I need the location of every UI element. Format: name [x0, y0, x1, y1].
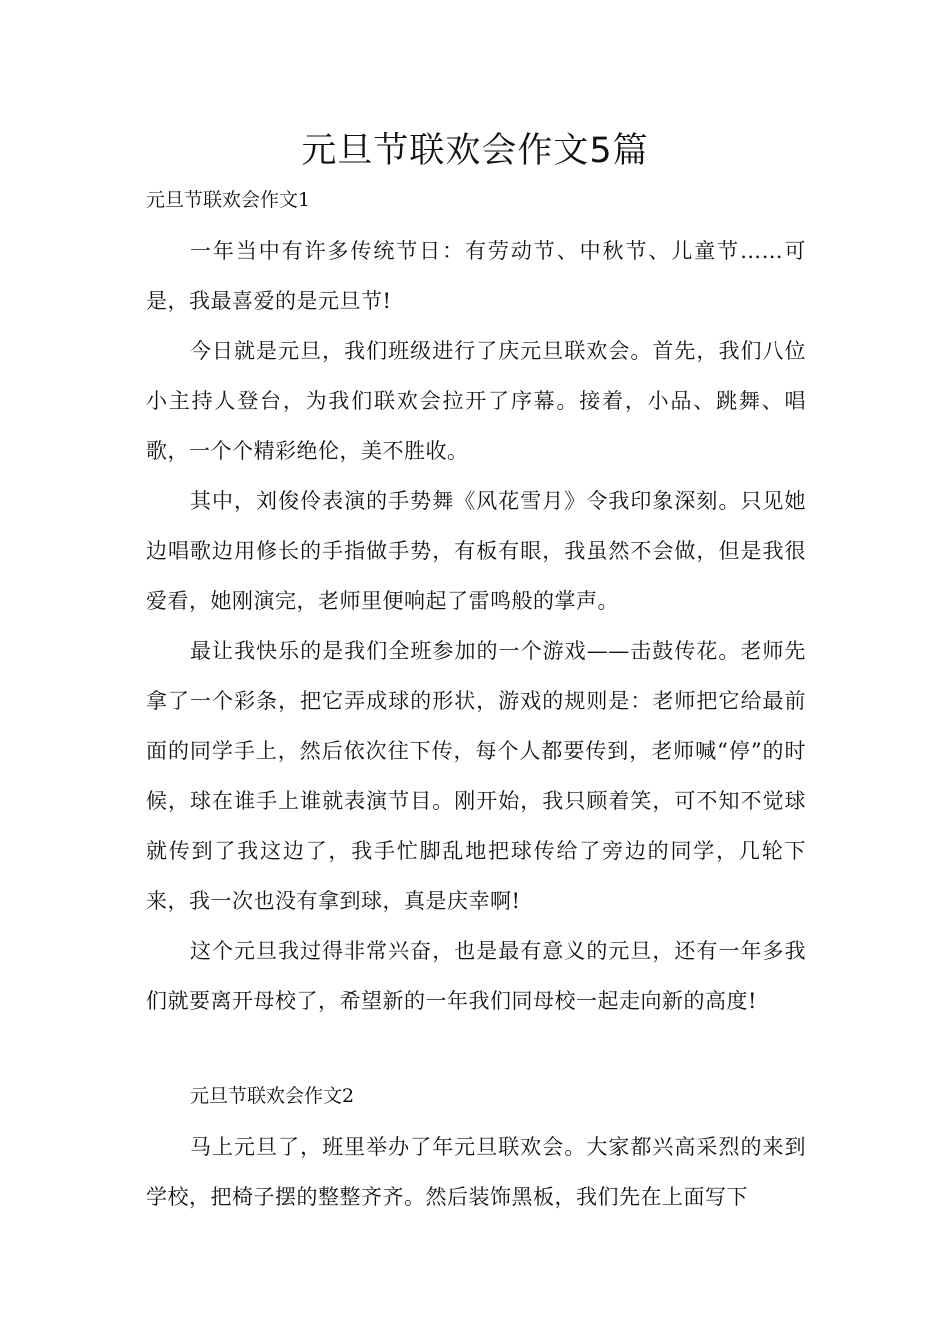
section-heading-1: 元旦节联欢会作文1	[146, 189, 311, 211]
section-heading-2: 元旦节联欢会作文2	[190, 1085, 355, 1107]
section-body-2	[146, 1122, 806, 1222]
paragraph: 马上元旦了，班里举办了年元旦联欢会。大家都兴高采烈的来到学校，把椅子摆的整整齐齐。然后装饰黑板，我们先在上面写下	[146, 1135, 806, 1209]
document-title: 元旦节联欢会作文5篇	[301, 131, 649, 171]
paragraph: 这个元旦我过得非常兴奋，也是最有意义的元旦，还有一年多我们就要离开母校了，希望新的一年我们同母校一起走向新的高度!	[146, 939, 806, 1013]
paragraph: 最让我快乐的是我们全班参加的一个游戏——击鼓传花。老师先拿了一个彩条，把它弄成球的形状，游戏的规则是：老师把它给最前面的同学手上，然后依次往下传，每个人都要传到，老师喊“停”的时候，球在谁手上谁就表演节目。刚开始，我只顾着笑，可不知不觉球就传到了我这边了，我手忙脚乱地把球传给了旁边的同学，几轮下来，我一次也没有拿到球，真是庆幸啊!	[146, 639, 806, 913]
paragraph: 其中，刘俊伶表演的手势舞《风花雪月》令我印象深刻。只见她边唱歌边用修长的手指做手势，有板有眼，我虽然不会做，但是我很爱看，她刚演完，老师里便响起了雷鸣般的掌声。	[146, 489, 806, 613]
section-body-1	[146, 226, 806, 1026]
paragraph: 今日就是元旦，我们班级进行了庆元旦联欢会。首先，我们八位小主持人登台，为我们联欢会拉开了序幕。接着，小品、跳舞、唱歌，一个个精彩绝伦，美不胜收。	[146, 339, 806, 463]
paragraph: 一年当中有许多传统节日：有劳动节、中秋节、儿童节……可是，我最喜爱的是元旦节!	[146, 239, 806, 313]
